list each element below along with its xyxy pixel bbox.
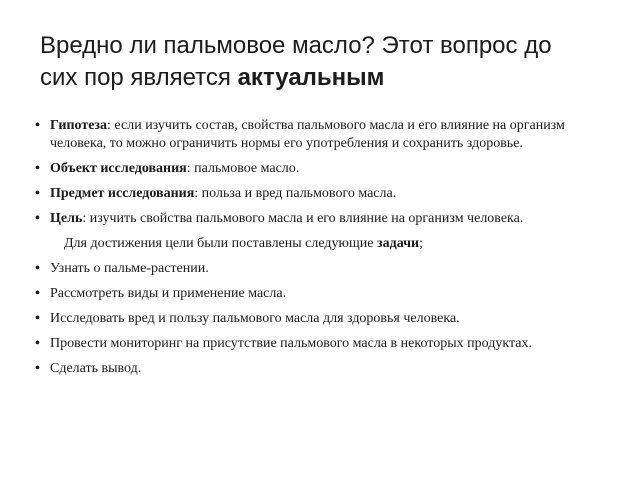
bullet-item-goal bbox=[34, 210, 609, 228]
slide-body bbox=[34, 117, 609, 385]
tasks-intro-bold: задачи bbox=[376, 236, 420, 251]
bullet-icon: • bbox=[35, 361, 40, 376]
task-item bbox=[34, 310, 609, 328]
item-text: : изучить свойства пальмового масла и его влияние на организм человека. bbox=[82, 211, 524, 226]
task-item bbox=[34, 335, 609, 353]
slide-title bbox=[40, 30, 610, 94]
task-text: Сделать вывод. bbox=[50, 361, 142, 376]
bullet-item-subject bbox=[34, 185, 609, 203]
tasks-intro-prefix: Для достижения цели были поставлены следующие bbox=[64, 236, 377, 251]
item-text: : польза и вред пальмового масла. bbox=[194, 186, 397, 201]
bullet-icon: • bbox=[35, 186, 40, 201]
task-text: Исследовать вред и пользу пальмового масла для здоровья человека. bbox=[50, 311, 460, 326]
title-line-2-bold: актуальным bbox=[237, 64, 385, 91]
title-line-1: Вредно ли пальмовое масло? Этот вопрос до bbox=[40, 32, 552, 59]
bullet-icon: • bbox=[35, 118, 40, 133]
title-line-2-prefix: сих пор является bbox=[40, 64, 238, 91]
task-item bbox=[34, 360, 609, 378]
task-text: Рассмотреть виды и применение масла. bbox=[50, 286, 287, 301]
bullet-icon: • bbox=[35, 161, 40, 176]
item-heading: Объект исследования bbox=[50, 161, 187, 176]
task-text: Провести мониторинг на присутствие пальмового масла в некоторых продуктах. bbox=[50, 336, 532, 351]
bullet-icon: • bbox=[35, 211, 40, 226]
item-heading: Гипотеза bbox=[50, 118, 108, 133]
bullet-icon: • bbox=[35, 286, 40, 301]
item-heading: Предмет исследования bbox=[50, 186, 195, 201]
bullet-icon: • bbox=[35, 261, 40, 276]
tasks-intro bbox=[34, 235, 609, 253]
bullet-item-hypothesis bbox=[34, 117, 609, 153]
item-text: : пальмовое масло. bbox=[186, 161, 300, 176]
tasks-intro-suffix: ; bbox=[419, 236, 423, 251]
bullet-icon: • bbox=[35, 311, 40, 326]
bullet-item-object bbox=[34, 160, 609, 178]
task-item bbox=[34, 285, 609, 303]
bullet-icon: • bbox=[35, 336, 40, 351]
item-heading: Цель bbox=[50, 211, 83, 226]
task-text: Узнать о пальме-растении. bbox=[50, 261, 209, 276]
task-item bbox=[34, 260, 609, 278]
item-text: : если изучить состав, свойства пальмового масла и его влияние на организм человека, то можно ограничить нормы его употребления и сохранить здоровье. bbox=[50, 118, 565, 151]
